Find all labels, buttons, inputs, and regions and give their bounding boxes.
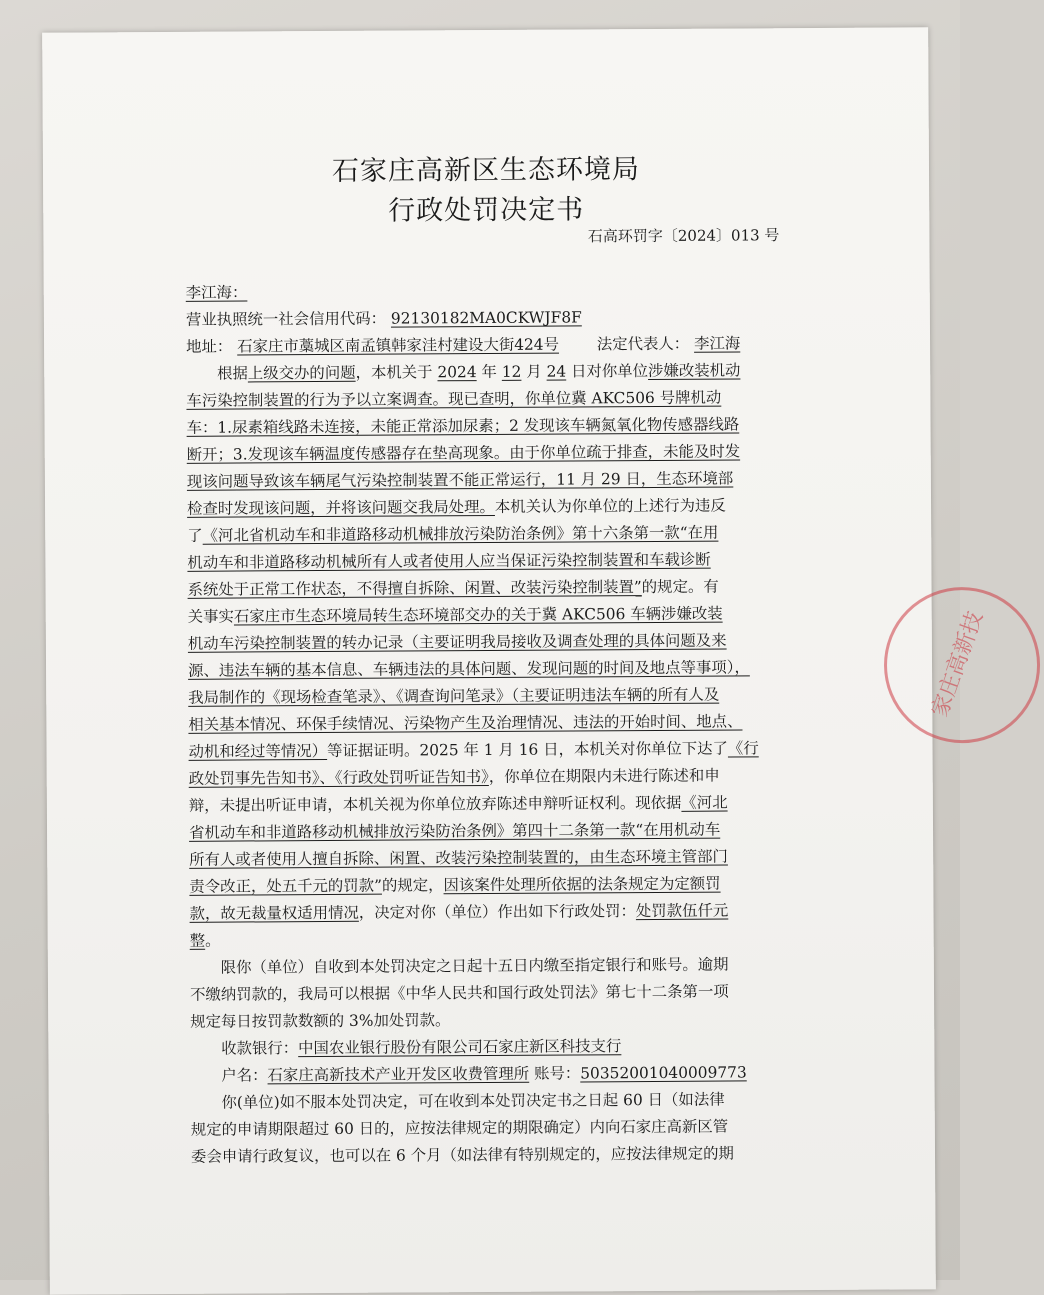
text-line bbox=[187, 546, 827, 577]
text-segment: ，你单位在期限内未进行陈述和申 bbox=[488, 766, 720, 787]
text-line bbox=[190, 978, 830, 1009]
text-segment: 因该案件处理所依据的法条规定为定额罚 bbox=[443, 874, 721, 895]
text-line bbox=[186, 411, 826, 442]
text-segment: 源、违法车辆的基本信息、车辆违法的具体问题、发现问题的时间及地点等事项）， bbox=[187, 658, 750, 680]
text-line bbox=[187, 465, 827, 496]
text-segment: ，决定对你（单位）作出如下行政处罚： bbox=[358, 902, 636, 922]
text-segment: 根据 bbox=[216, 364, 248, 383]
text-segment: 了 bbox=[187, 526, 203, 545]
text-segment: 你(单位)如不服本处罚决定，可在收到本处罚决定书之日起 60 日（如法律 bbox=[221, 1090, 725, 1112]
text-segment: 机动车和非道路移动机械所有人或者使用人应当保证污染控制装置和车载诊断 bbox=[187, 550, 711, 572]
text-line bbox=[186, 384, 826, 415]
text-line bbox=[190, 1032, 830, 1063]
text-segment: 规定的申请期限超过 60 日的，应按法律规定的期限确定）内向石家庄高新区管 bbox=[190, 1117, 729, 1139]
text-segment: 检查时发现该问题，并将该问题交我局处理。 bbox=[187, 497, 495, 518]
text-segment: 12 bbox=[501, 362, 522, 381]
official-seal-stamp bbox=[884, 587, 1041, 744]
text-segment: 委会申请行政复议，也可以在 6 个月（如法律有特别规定的，应按法律规定的期 bbox=[190, 1144, 734, 1166]
text-segment: 关事实 bbox=[187, 607, 234, 626]
text-segment: 50352001040009773 bbox=[580, 1063, 747, 1083]
legal-rep-value: 李江海 bbox=[693, 334, 741, 353]
text-segment: 2024 bbox=[437, 363, 477, 382]
party-name-line bbox=[186, 276, 826, 307]
document-type-title: 行政处罚决定书 bbox=[388, 194, 585, 227]
party-name: 李江海： bbox=[185, 283, 248, 302]
text-segment: 《行 bbox=[727, 739, 759, 758]
text-line bbox=[186, 357, 826, 388]
document-body bbox=[186, 276, 831, 1171]
text-segment: 款，故无裁量权适用情况 bbox=[189, 903, 359, 923]
text-segment: 的规定， bbox=[381, 876, 444, 895]
text-segment: 处罚款伍仟元 bbox=[635, 901, 729, 921]
seal-text: 家庄高新技 bbox=[927, 608, 989, 721]
text-segment: 车：1.尿素箱线路未连接，未能正常添加尿素；2 发现该车辆氮氧化物传感器线路 bbox=[186, 415, 740, 437]
text-line bbox=[188, 735, 828, 766]
text-line bbox=[190, 1005, 830, 1036]
document-page bbox=[42, 27, 989, 1294]
body-paragraphs bbox=[186, 357, 831, 1171]
text-segment: 省机动车和非道路移动机械排放污染防治条例》第四十二条第一款“在用机动车 bbox=[188, 820, 721, 842]
text-line bbox=[189, 789, 829, 820]
text-line bbox=[188, 708, 828, 739]
text-segment: 我局制作的《现场检查笔录》、《调查询问笔录》（主要证明违法车辆的所有人及 bbox=[188, 685, 720, 707]
text-segment: 。 bbox=[205, 931, 221, 950]
text-segment: 限你（单位）自收到本处罚决定之日起十五日内缴至指定银行和账号。逾期 bbox=[220, 955, 729, 977]
text-line bbox=[187, 438, 827, 469]
text-segment: 石家庄高新技术产业开发区收费管理所 bbox=[267, 1064, 530, 1085]
text-line bbox=[191, 1113, 831, 1144]
text-line bbox=[190, 1059, 830, 1090]
text-segment: 机动车污染控制装置的转办记录（主要证明我局接收及调查处理的具体问题及来 bbox=[187, 631, 727, 653]
text-segment: 月 bbox=[521, 362, 547, 381]
credit-code-label: 营业执照统一社会信用代码： bbox=[185, 309, 387, 329]
text-segment: 规定每日按罚款数额的 3%加处罚款。 bbox=[190, 1011, 451, 1031]
text-segment: 石家庄市生态环境局转生态环境部交办的关于冀 AKC506 车辆涉嫌改装 bbox=[233, 604, 723, 626]
text-line bbox=[188, 600, 828, 631]
text-line bbox=[190, 951, 830, 982]
text-segment: 本机关认为你单位的上述行为违反 bbox=[494, 496, 726, 516]
text-segment: 辩，未提出听证申请，本机关视为你单位放弃陈述申辩听证权利。现依据 bbox=[188, 793, 682, 815]
address-value: 石家庄市藁城区南孟镇韩家洼村建设大街424号 bbox=[237, 335, 560, 356]
text-line bbox=[189, 816, 829, 847]
text-line bbox=[188, 627, 828, 658]
credit-code-value: 92130182MA0CKWJF8F bbox=[390, 308, 582, 328]
text-line bbox=[188, 681, 828, 712]
text-segment: ，本机关于 bbox=[355, 363, 438, 382]
text-segment: 收款银行： bbox=[221, 1039, 299, 1058]
text-segment: 不缴纳罚款的，我局可以根据《中华人民共和国行政处罚法》第七十二条第一项 bbox=[189, 982, 729, 1004]
text-segment: 动机和经过等情况） bbox=[188, 741, 328, 761]
text-line bbox=[189, 843, 829, 874]
text-segment: 《河北 bbox=[681, 793, 728, 812]
text-segment: 涉嫌改装机动 bbox=[647, 361, 741, 381]
text-line bbox=[191, 1140, 831, 1171]
text-line bbox=[187, 519, 827, 550]
text-line bbox=[188, 654, 828, 685]
text-line bbox=[189, 762, 829, 793]
agency-title: 石家庄高新区生态环境局 bbox=[331, 154, 641, 187]
text-segment: 等证据证明。2025 年 1 月 16 日，本机关对你单位下达了 bbox=[327, 739, 728, 760]
text-line bbox=[189, 897, 829, 928]
text-segment: 24 bbox=[546, 362, 567, 381]
text-segment: 户名： bbox=[221, 1066, 268, 1085]
text-segment: 系统处于正常工作状态，不得擅自拆除、闲置、改装污染控制装置” bbox=[187, 578, 642, 599]
text-line bbox=[191, 1086, 831, 1117]
address-label: 地址： bbox=[186, 337, 233, 356]
text-segment: 整 bbox=[189, 931, 206, 950]
text-segment: 《河北省机动车和非道路移动机械排放污染防治条例》第十六条第一款“在用 bbox=[202, 523, 719, 545]
text-segment: 政处罚事先告知书》、《行政处罚听证告知书》 bbox=[188, 768, 489, 788]
text-line bbox=[190, 924, 830, 955]
text-segment: 中国农业银行股份有限公司石家庄新区科技支行 bbox=[298, 1037, 622, 1058]
text-segment: 责令改正，处五千元的罚款” bbox=[189, 876, 382, 896]
text-segment: 现该问题导致该车辆尾气污染控制装置不能正常运行，11 月 29 日，生态环境部 bbox=[186, 469, 734, 491]
legal-rep-label: 法定代表人： bbox=[596, 334, 690, 354]
text-line bbox=[187, 492, 827, 523]
document-number: 石高环罚字〔2024〕013 号 bbox=[587, 226, 780, 246]
text-segment: 日对你单位 bbox=[566, 362, 649, 381]
text-line bbox=[189, 870, 829, 901]
text-segment: 相关基本情况、环保手续情况、污染物产生及治理情况、违法的开始时间、地点、 bbox=[188, 712, 743, 734]
text-segment: 上级交办的问题 bbox=[247, 363, 356, 383]
text-segment: 年 bbox=[476, 362, 502, 382]
text-segment: 的规定。有 bbox=[641, 577, 719, 597]
text-segment: 所有人或者使用人擅自拆除、闲置、改装污染控制装置的，由生态环境主管部门 bbox=[189, 847, 728, 869]
text-segment: 车污染控制装置的行为予以立案调查。现已查明，你单位冀 AKC506 号牌机动 bbox=[186, 388, 722, 410]
credit-code-line bbox=[186, 303, 826, 334]
text-line bbox=[187, 573, 827, 604]
address-line bbox=[186, 330, 826, 361]
text-segment: 账号： bbox=[529, 1064, 581, 1083]
text-segment: 断开；3.发现该车辆温度传感器存在垫高现象。由于你单位疏于排查，未能及时发 bbox=[186, 442, 741, 464]
